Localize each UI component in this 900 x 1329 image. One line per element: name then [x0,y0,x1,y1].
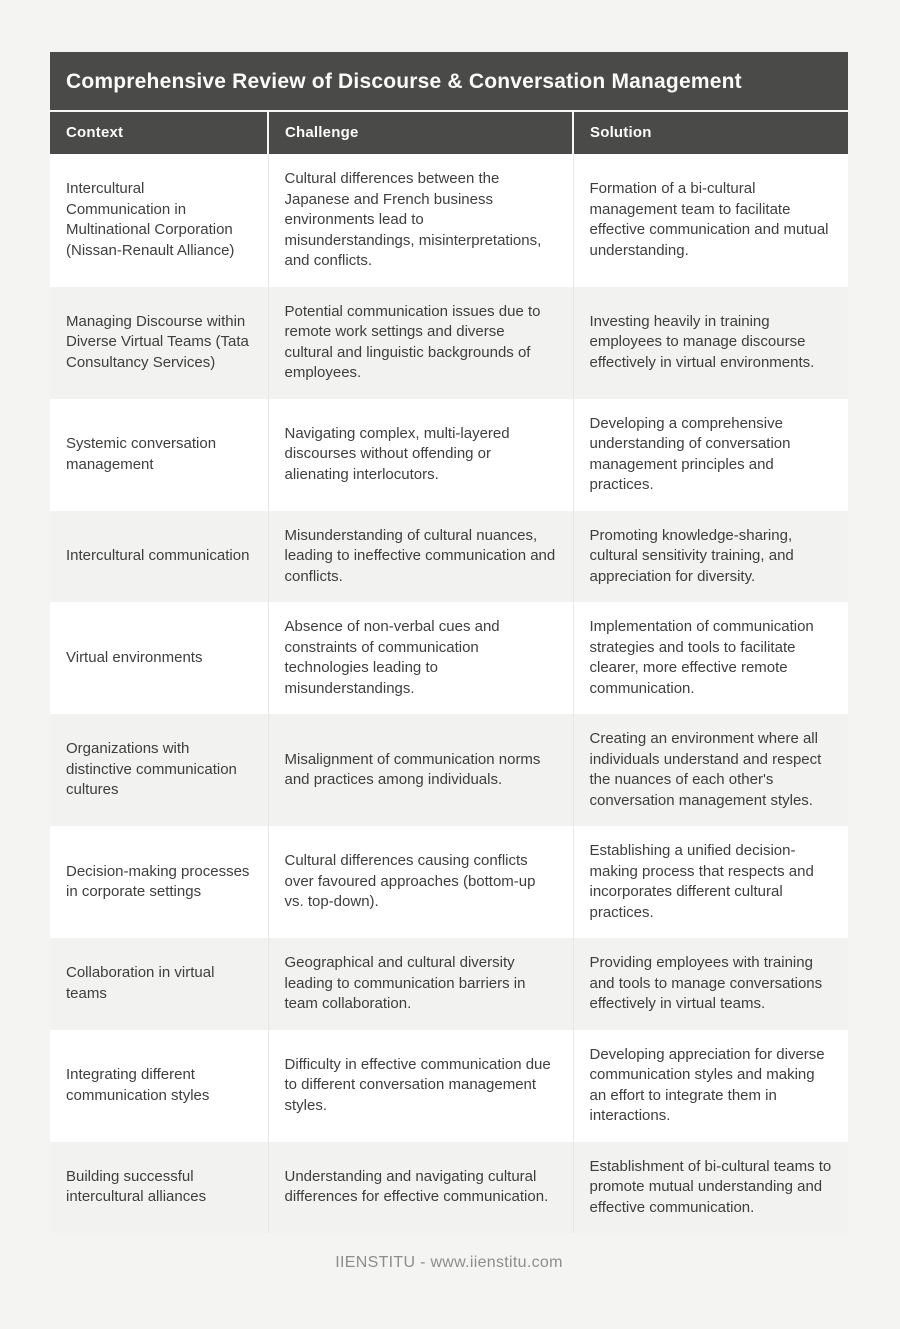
table-row [50,602,848,714]
solution-cell: Investing heavily in training employees to manage discourse effectively in virtual environments. [573,287,848,399]
challenge-cell: Understanding and navigating cultural differences for effective communication. [268,1142,573,1234]
column-header-context: Context [50,112,268,154]
challenge-cell: Misunderstanding of cultural nuances, leading to ineffective communication and conflicts. [268,511,573,603]
solution-cell: Formation of a bi-cultural management team to facilitate effective communication and mutual understanding. [573,154,848,287]
challenge-cell: Navigating complex, multi-layered discourses without offending or alienating interlocutors. [268,399,573,511]
table-body [50,154,848,1233]
footer-credit: IIENSTITU - www.iienstitu.com [335,1254,563,1271]
solution-cell: Promoting knowledge-sharing, cultural sensitivity training, and appreciation for diversity. [573,511,848,603]
table-row [50,826,848,938]
solution-cell: Implementation of communication strategies and tools to facilitate clearer, more effective remote communication. [573,602,848,714]
challenge-cell: Potential communication issues due to remote work settings and diverse cultural and linguistic backgrounds of employees. [268,287,573,399]
review-table [50,112,848,1233]
context-cell: Organizations with distinctive communication cultures [50,714,268,826]
challenge-cell: Misalignment of communication norms and practices among individuals. [268,714,573,826]
context-cell: Virtual environments [50,602,268,714]
table-row [50,1142,848,1234]
challenge-cell: Absence of non-verbal cues and constraints of communication technologies leading to misunderstandings. [268,602,573,714]
column-header-challenge: Challenge [268,112,573,154]
challenge-cell: Cultural differences causing conflicts over favoured approaches (bottom-up vs. top-down). [268,826,573,938]
challenge-cell: Difficulty in effective communication due to different conversation management styles. [268,1030,573,1142]
table-row [50,714,848,826]
table-row [50,1030,848,1142]
table-header-row [50,112,848,154]
table-row [50,511,848,603]
solution-cell: Establishing a unified decision-making process that respects and incorporates different cultural practices. [573,826,848,938]
solution-cell: Establishment of bi-cultural teams to promote mutual understanding and effective communication. [573,1142,848,1234]
context-cell: Systemic conversation management [50,399,268,511]
solution-cell: Providing employees with training and tools to manage conversations effectively in virtual teams. [573,938,848,1030]
solution-cell: Developing a comprehensive understanding of conversation management principles and practices. [573,399,848,511]
solution-cell: Creating an environment where all individuals understand and respect the nuances of each other's conversation management styles. [573,714,848,826]
solution-cell: Developing appreciation for diverse communication styles and making an effort to integrate them in interactions. [573,1030,848,1142]
context-cell: Building successful intercultural alliances [50,1142,268,1234]
context-cell: Collaboration in virtual teams [50,938,268,1030]
table-row [50,399,848,511]
page-title: Comprehensive Review of Discourse & Conversation Management [50,52,848,112]
context-cell: Intercultural Communication in Multinational Corporation (Nissan-Renault Alliance) [50,154,268,287]
table-row [50,938,848,1030]
table-row [50,287,848,399]
context-cell: Intercultural communication [50,511,268,603]
context-cell: Decision-making processes in corporate settings [50,826,268,938]
column-header-solution: Solution [573,112,848,154]
table-row [50,154,848,287]
context-cell: Managing Discourse within Diverse Virtual Teams (Tata Consultancy Services) [50,287,268,399]
review-table-card [50,52,848,1233]
context-cell: Integrating different communication styles [50,1030,268,1142]
challenge-cell: Cultural differences between the Japanese and French business environments lead to misunderstandings, misinterpretations, and conflicts. [268,154,573,287]
challenge-cell: Geographical and cultural diversity leading to communication barriers in team collaboration. [268,938,573,1030]
